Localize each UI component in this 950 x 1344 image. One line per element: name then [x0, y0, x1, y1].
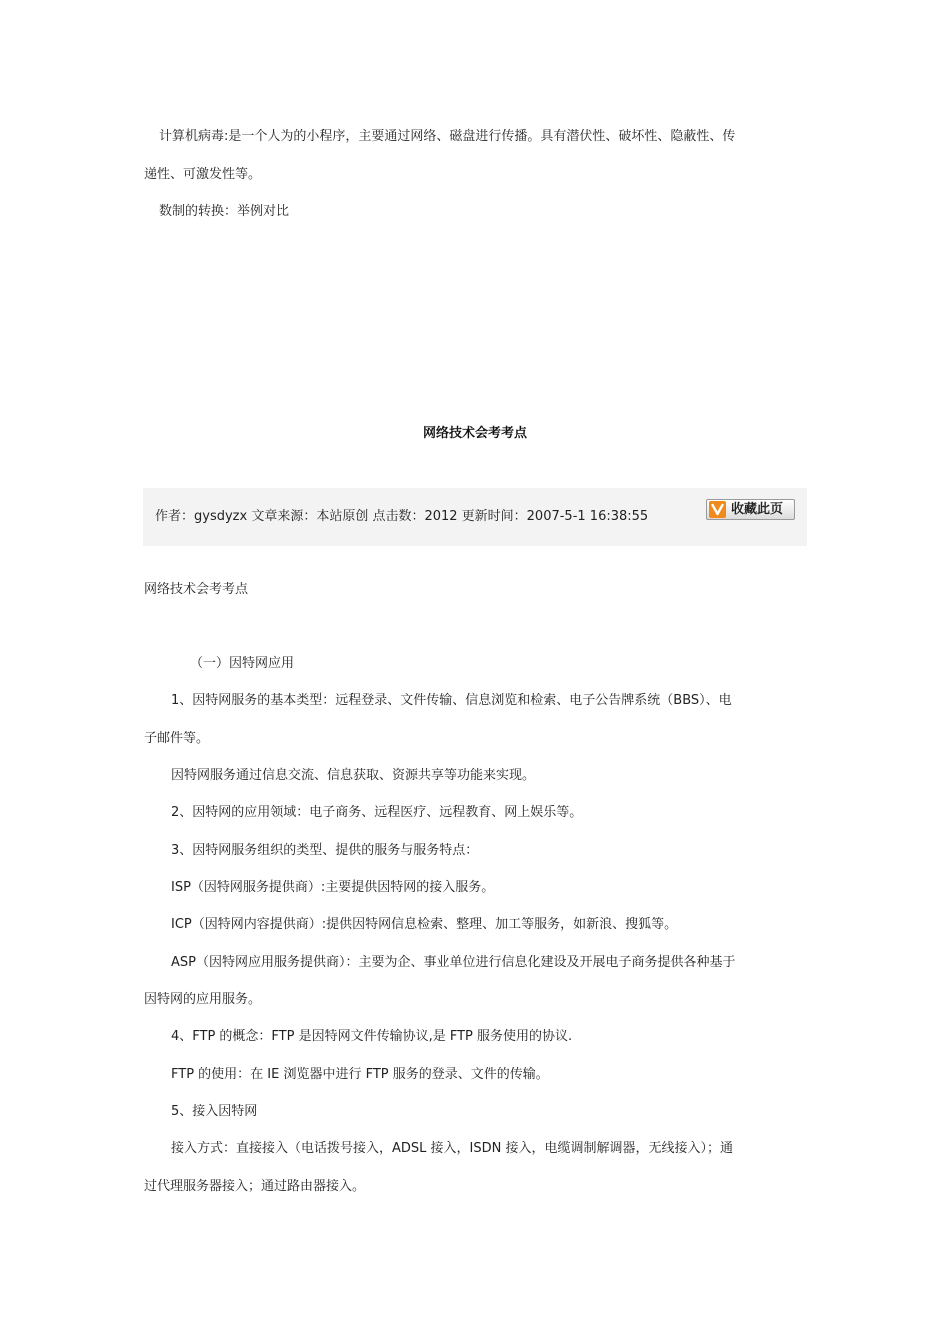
paragraph-3: 2、因特网的应用领域：电子商务、远程医疗、远程教育、网上娱乐等。: [171, 805, 583, 820]
paragraph-isp: ISP（因特网服务提供商）:主要提供因特网的接入服务。: [171, 880, 495, 895]
article-subtitle: 网络技术会考考点: [144, 582, 249, 597]
paragraph-asp-line-1: ASP（因特网应用服务提供商）：主要为企、事业单位进行信息化建设及开展电子商务提供各种基于: [171, 955, 736, 970]
paragraph-2: 因特网服务通过信息交流、信息获取、资源共享等功能来实现。: [171, 768, 536, 783]
article-meta-bar: [143, 488, 807, 546]
article-title: 网络技术会考考点: [422, 426, 527, 441]
favorite-page-button[interactable]: [706, 499, 795, 520]
section-heading: （一）因特网应用: [190, 656, 295, 671]
paragraph-asp-line-2: 因特网的应用服务。: [144, 992, 262, 1007]
paragraph-4: 3、因特网服务组织的类型、提供的服务与服务特点：: [171, 843, 479, 858]
v-check-icon: [709, 501, 726, 518]
paragraph-ftp-usage: FTP 的使用：在 IE 浏览器中进行 FTP 服务的登录、文件的传输。: [171, 1067, 549, 1082]
virus-definition-line-1: 计算机病毒:是一个人为的小程序，主要通过网络、磁盘进行传播。具有潜伏性、破坏性、隐蔽性、传: [159, 129, 736, 144]
virus-definition-line-2: 递性、可激发性等。: [144, 167, 262, 182]
paragraph-access-line-1: 接入方式：直接接入（电话拨号接入，ADSL 接入，ISDN 接入，电缆调制解调器，无线接入）；通: [171, 1141, 733, 1156]
favorite-page-label: 收藏此页: [731, 502, 784, 517]
paragraph-1-line-2: 子邮件等。: [144, 731, 210, 746]
paragraph-access-heading: 5、接入因特网: [171, 1104, 258, 1119]
paragraph-icp: ICP（因特网内容提供商）:提供因特网信息检索、整理、加工等服务，如新浪、搜狐等。: [171, 917, 678, 932]
article-meta-text: 作者：gysdyzx 文章来源：本站原创 点击数：2012 更新时间：2007-5-1 16:38:55: [155, 509, 649, 524]
paragraph-1-line-1: 1、因特网服务的基本类型：远程登录、文件传输、信息浏览和检索、电子公告牌系统（BBS）、电: [171, 693, 732, 708]
paragraph-access-line-2: 过代理服务器接入；通过路由器接入。: [144, 1179, 366, 1194]
paragraph-ftp-concept: 4、FTP 的概念：FTP 是因特网文件传输协议,是 FTP 服务使用的协议.: [171, 1029, 573, 1044]
number-conversion-line: 数制的转换：举例对比: [159, 204, 290, 219]
